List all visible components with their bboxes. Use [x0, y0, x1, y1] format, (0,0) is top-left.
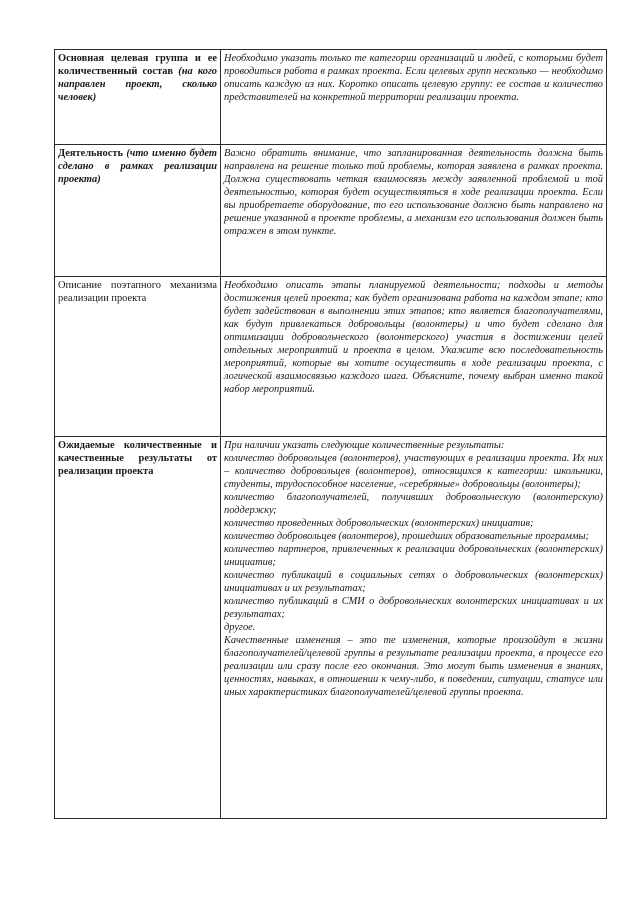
desc-cell-activity: Важно обратить внимание, что запланированная деятельность должна быть направлена на решение только той проблемы, которая заявлена в рамках проекта. Должна существовать четкая взаимосвязь между заявленной проблемой и той деятельностью, которая будет осуществляться в ходе реализации проекта. Если вы приобретаете оборудование, то его использование должно быть направлено на решение указанной в проекте проблемы, а механизм его использования должен быть отражен в этом пункте.	[221, 145, 607, 277]
desc-cell-results	[221, 437, 607, 819]
results-line: Качественные изменения – это те изменения, которые произойдут в жизни благополучателей/целевой группы в результате реализации проекта, в процессе его реализации или сразу после его окончания. Это могут быть изменения в знаниях, ценностях, навыках, в отношении к чему-либо, в поведении, ситуации, статусе или иных характеристиках благополучателей/целевой группы проекта.	[224, 635, 603, 698]
row-label: Ожидаемые количественные и качественные результаты от реализации проекта	[58, 440, 217, 477]
label-cell-activity	[55, 145, 221, 277]
row-label: Деятельность	[58, 148, 123, 159]
results-line: количество благополучателей, получивших добровольческую (волонтерскую) поддержку;	[224, 492, 603, 516]
label-cell-mechanism	[55, 277, 221, 437]
table-row-target-group	[55, 50, 607, 145]
results-line: При наличии указать следующие количественные результаты:	[224, 440, 505, 451]
desc-cell-target-group: Необходимо указать только те категории организаций и людей, с которыми будет проводиться работа в рамках проекта. Если целевых групп несколько — необходимо описать каждую из них. Коротко описать целевую группу: ее состав и количество представителей на конкретной территории реализации проекта.	[221, 50, 607, 145]
results-line: другое.	[224, 622, 256, 633]
table-row-mechanism	[55, 277, 607, 437]
results-line: количество проведенных добровольческих (волонтерских) инициатив;	[224, 518, 534, 529]
results-line: количество добровольцев (волонтеров), прошедших образовательные программы;	[224, 531, 589, 542]
project-form-table	[54, 49, 607, 819]
results-line: количество партнеров, привлеченных к реализации добровольческих (волонтерских) инициатив;	[224, 544, 603, 568]
results-line: количество публикаций в социальных сетях о добровольческих (волонтерских) инициативах и их результатах;	[224, 570, 603, 594]
row-label-note: (что именно будет сделано в рамках реализации проекта)	[58, 148, 217, 185]
row-label: Описание поэтапного механизма реализации проекта	[58, 280, 217, 304]
label-cell-results	[55, 437, 221, 819]
label-cell-target-group	[55, 50, 221, 145]
document-page	[54, 49, 606, 819]
results-line: количество публикаций в СМИ о добровольческих волонтерских инициативах и их результатах;	[224, 596, 603, 620]
table-row-results	[55, 437, 607, 819]
table-row-activity	[55, 145, 607, 277]
row-label-note: (на кого направлен проект, сколько человек)	[58, 66, 217, 103]
desc-cell-mechanism: Необходимо описать этапы планируемой деятельности; подходы и методы достижения целей проекта; как будет организована работа на каждом этапе; кто будет задействован в выполнении этих этапов; кто является благополучателями, как будут привлекаться добровольцы (волонтеры) и что будет сделано для оптимизации добровольческого (волонтерского) участия в достижении целей отдельных мероприятий и проекта в целом. Укажите всю последовательность мероприятий, которые вы хотите осуществить в ходе реализации проекта, с логической взаимосвязью каждого шага. Объясните, почему выбран именно такой набор мероприятий.	[221, 277, 607, 437]
results-line: количество добровольцев (волонтеров), участвующих в реализации проекта. Их них – количество добровольцев (волонтеров), относящихся к категории: школьники, студенты, трудоспособное население, «серебряные» добровольцы (волонтеры);	[224, 453, 603, 490]
row-label: Основная целевая группа и ее количественный состав	[58, 53, 217, 77]
